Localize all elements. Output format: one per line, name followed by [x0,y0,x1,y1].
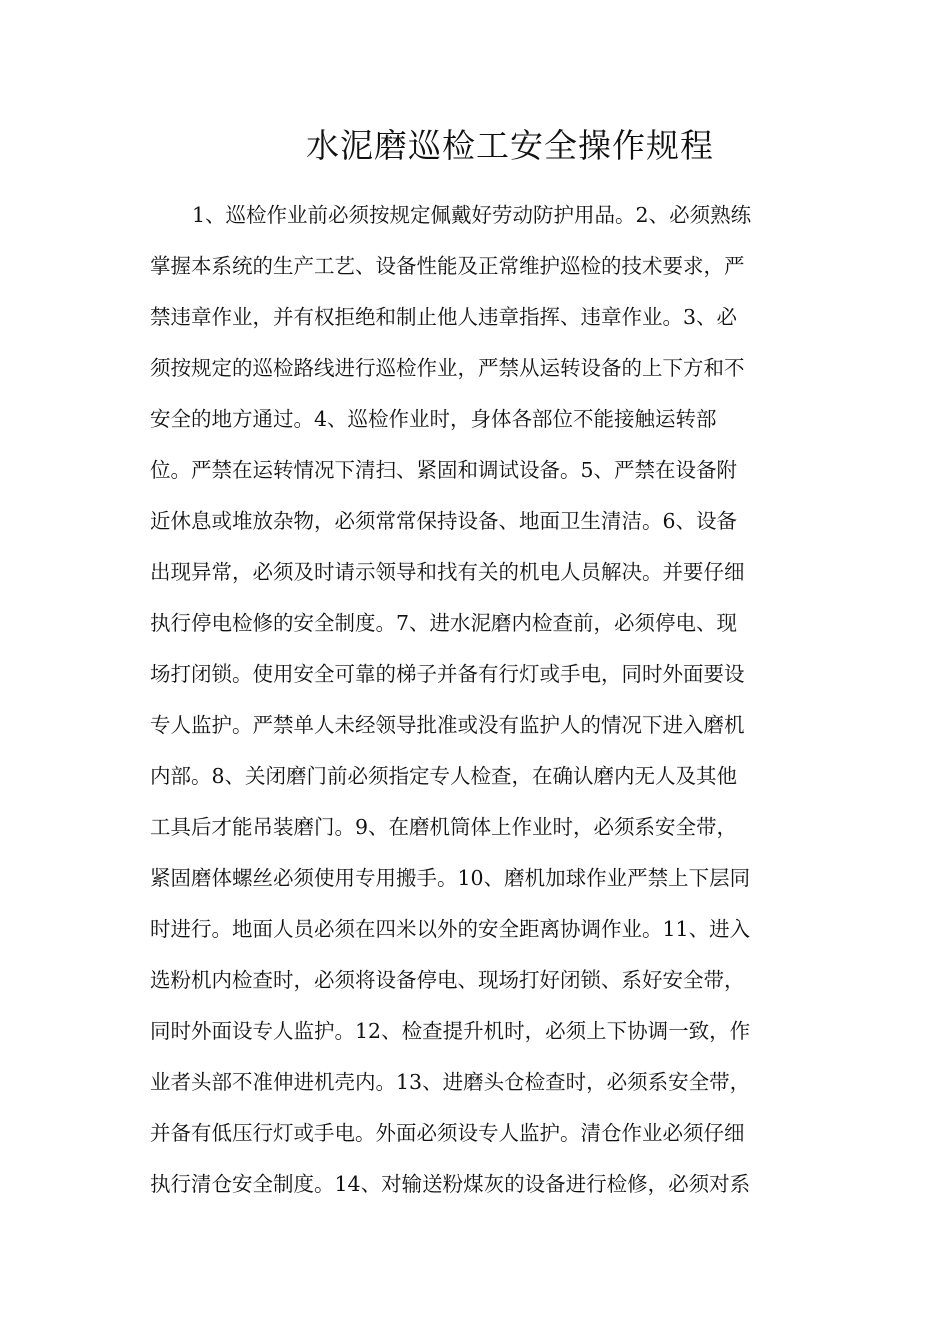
document-title: 水泥磨巡检工安全操作规程 [306,126,714,165]
body-line: 内部。8、关闭磨门前必须指定专人检查，在确认磨内无人及其他 [150,764,738,788]
body-line: 场打闭锁。使用安全可靠的梯子并备有行灯或手电，同时外面要设 [150,662,745,686]
body-line: 工具后才能吊装磨门。9、在磨机筒体上作业时，必须系安全带， [150,815,738,839]
body-line: 须按规定的巡检路线进行巡检作业，严禁从运转设备的上下方和不 [150,356,745,380]
body-line: 位。严禁在运转情况下清扫、紧固和调试设备。5、严禁在设备附 [150,458,738,482]
body-line: 紧固磨体螺丝必须使用专用搬手。10、磨机加球作业严禁上下层同 [150,866,751,890]
body-line: 时进行。地面人员必须在四米以外的安全距离协调作业。11、进入 [150,917,751,941]
body-line: 禁违章作业，并有权拒绝和制止他人违章指挥、违章作业。3、必 [150,305,738,329]
body-line: 专人监护。严禁单人未经领导批准或没有监护人的情况下进入磨机 [150,713,745,737]
body-line: 业者头部不准伸进机壳内。13、进磨头仓检查时，必须系安全带， [150,1070,751,1094]
body-line: 1、巡检作业前必须按规定佩戴好劳动防护用品。2、必须熟练 [192,203,752,227]
body-line: 执行停电检修的安全制度。7、进水泥磨内检查前，必须停电、现 [150,611,738,635]
body-line: 出现异常，必须及时请示领导和找有关的机电人员解决。并要仔细 [150,560,745,584]
body-line: 并备有低压行灯或手电。外面必须设专人监护。清仓作业必须仔细 [150,1121,745,1145]
body-line: 掌握本系统的生产工艺、设备性能及正常维护巡检的技术要求，严 [150,254,745,278]
body-line: 近休息或堆放杂物，必须常常保持设备、地面卫生清洁。6、设备 [150,509,738,533]
body-line: 选粉机内检查时，必须将设备停电、现场打好闭锁、系好安全带， [150,968,745,992]
document-body [150,196,802,1216]
body-line: 安全的地方通过。4、巡检作业时，身体各部位不能接触运转部 [150,407,717,431]
body-line: 执行清仓安全制度。14、对输送粉煤灰的设备进行检修，必须对系 [150,1172,751,1196]
body-line: 同时外面设专人监护。12、检查提升机时，必须上下协调一致，作 [150,1019,751,1043]
